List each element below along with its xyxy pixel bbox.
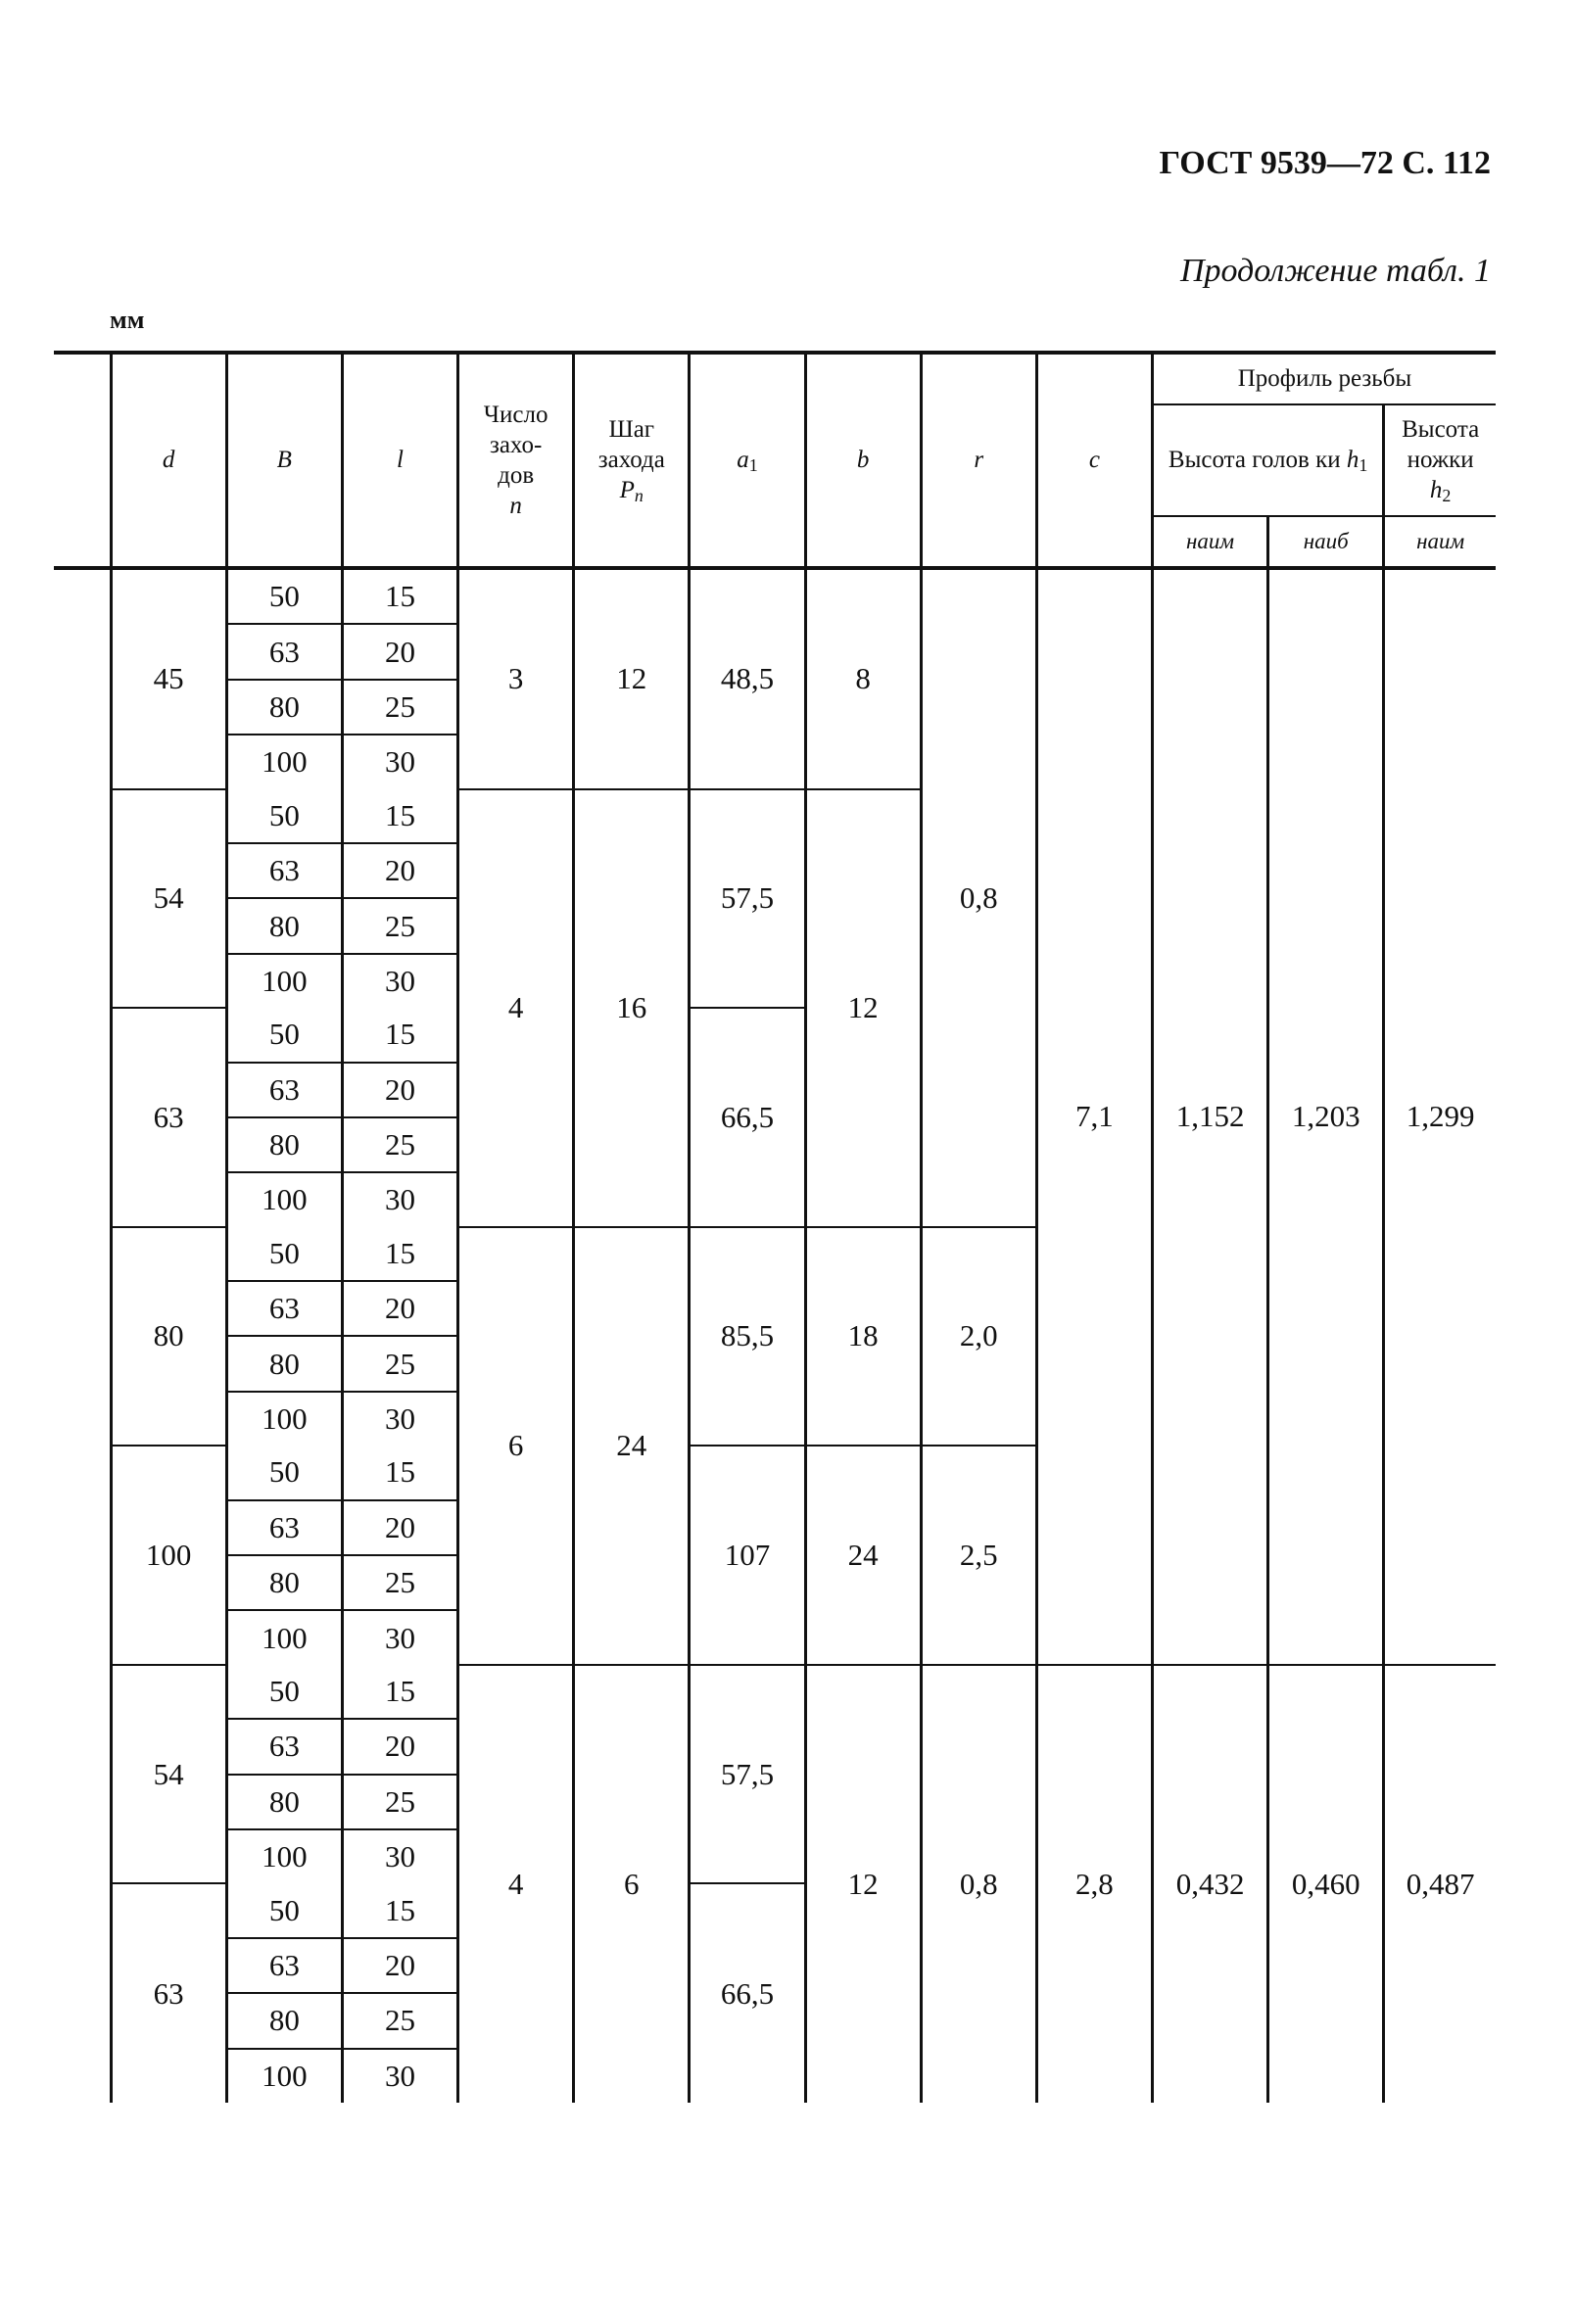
thread-parameters-table bbox=[54, 351, 1496, 2103]
b-width-cell: 100 bbox=[226, 1829, 342, 1883]
b-width-cell: 100 bbox=[226, 735, 342, 788]
header-addendum bbox=[1152, 404, 1383, 516]
header-lead bbox=[574, 353, 690, 568]
header-starts-count bbox=[458, 353, 574, 568]
addendum-min-cell: 1,152 bbox=[1152, 568, 1267, 1665]
l-length-cell: 20 bbox=[342, 1281, 457, 1336]
b-width-cell: 80 bbox=[226, 898, 342, 953]
l-length-cell: 20 bbox=[342, 843, 457, 898]
a1-cell: 107 bbox=[690, 1446, 805, 1665]
b-width-cell: 80 bbox=[226, 680, 342, 735]
l-length-cell: 25 bbox=[342, 898, 457, 953]
l-length-cell: 15 bbox=[342, 1665, 457, 1719]
a1-cell: 57,5 bbox=[690, 1665, 805, 1884]
a1-cell: 57,5 bbox=[690, 789, 805, 1009]
b-cell: 12 bbox=[805, 1665, 921, 2103]
l-length-cell: 20 bbox=[342, 1719, 457, 1774]
b-cell: 8 bbox=[805, 568, 921, 789]
b-width-cell: 50 bbox=[226, 1883, 342, 1937]
starts-cell: 3 bbox=[458, 568, 574, 789]
dedendum-min-cell: 1,299 bbox=[1384, 568, 1496, 1665]
header-d: d bbox=[111, 353, 226, 568]
header-starts-label: Число захо- дов bbox=[483, 401, 549, 489]
a1-cell: 48,5 bbox=[690, 568, 805, 789]
table-row bbox=[54, 1665, 1496, 1719]
lead-cell: 6 bbox=[574, 1665, 690, 2103]
l-length-cell: 25 bbox=[342, 1993, 457, 2048]
header-thread-profile: Профиль резьбы bbox=[1152, 353, 1496, 404]
table-continuation-label: Продолжение табл. 1 bbox=[1179, 253, 1491, 289]
l-length-cell: 15 bbox=[342, 568, 457, 624]
d-cell: 80 bbox=[111, 1227, 226, 1447]
d-cell: 63 bbox=[111, 1883, 226, 2103]
b-width-cell: 50 bbox=[226, 1227, 342, 1281]
starts-cell: 4 bbox=[458, 1665, 574, 2103]
lead-cell: 16 bbox=[574, 789, 690, 1227]
d-cell: 63 bbox=[111, 1008, 226, 1227]
addendum-min-cell: 0,432 bbox=[1152, 1665, 1267, 2103]
starts-cell: 4 bbox=[458, 789, 574, 1227]
b-cell: 18 bbox=[805, 1227, 921, 1447]
header-dedendum-symbol: h bbox=[1429, 477, 1443, 503]
l-length-cell: 15 bbox=[342, 1883, 457, 1937]
l-length-cell: 30 bbox=[342, 1172, 457, 1226]
table-body bbox=[54, 568, 1496, 2103]
b-width-cell: 63 bbox=[226, 1938, 342, 1993]
d-cell: 45 bbox=[111, 568, 226, 789]
b-width-cell: 100 bbox=[226, 1610, 342, 1664]
unit-label: мм bbox=[110, 306, 145, 334]
header-lead-symbol: P bbox=[619, 477, 635, 503]
header-a1 bbox=[690, 353, 805, 568]
header-a1-symbol: a bbox=[737, 446, 749, 473]
r-cell: 2,5 bbox=[921, 1446, 1036, 1665]
b-width-cell: 63 bbox=[226, 1719, 342, 1774]
starts-cell: 6 bbox=[458, 1227, 574, 1665]
l-length-cell: 15 bbox=[342, 1446, 457, 1499]
b-width-cell: 63 bbox=[226, 1500, 342, 1555]
b-cell: 24 bbox=[805, 1446, 921, 1665]
b-width-cell: 80 bbox=[226, 1555, 342, 1610]
b-width-cell: 50 bbox=[226, 1446, 342, 1499]
b-width-cell: 100 bbox=[226, 1172, 342, 1226]
b-width-cell: 50 bbox=[226, 1665, 342, 1719]
l-length-cell: 30 bbox=[342, 1610, 457, 1664]
header-lead-subscript: n bbox=[634, 486, 644, 505]
d-cell: 100 bbox=[111, 1446, 226, 1665]
l-length-cell: 30 bbox=[342, 954, 457, 1008]
l-length-cell: 20 bbox=[342, 1938, 457, 1993]
c-cell: 7,1 bbox=[1036, 568, 1152, 1665]
header-addendum-symbol: h bbox=[1346, 446, 1359, 473]
d-cell: 54 bbox=[111, 1665, 226, 1884]
lead-cell: 24 bbox=[574, 1227, 690, 1665]
b-width-cell: 100 bbox=[226, 2049, 342, 2103]
left-margin-cell bbox=[54, 568, 111, 2103]
l-length-cell: 15 bbox=[342, 789, 457, 843]
b-width-cell: 80 bbox=[226, 1117, 342, 1172]
l-length-cell: 15 bbox=[342, 1008, 457, 1062]
l-length-cell: 20 bbox=[342, 1500, 457, 1555]
dedendum-min-cell: 0,487 bbox=[1384, 1665, 1496, 2103]
b-width-cell: 50 bbox=[226, 1008, 342, 1062]
b-width-cell: 50 bbox=[226, 789, 342, 843]
b-width-cell: 63 bbox=[226, 1281, 342, 1336]
header-addendum-min: наим bbox=[1152, 516, 1267, 568]
c-cell: 2,8 bbox=[1036, 1665, 1152, 2103]
header-dedendum-subscript: 2 bbox=[1442, 486, 1452, 505]
l-length-cell: 25 bbox=[342, 1117, 457, 1172]
a1-cell: 66,5 bbox=[690, 1883, 805, 2103]
a1-cell: 85,5 bbox=[690, 1227, 805, 1447]
l-length-cell: 30 bbox=[342, 2049, 457, 2103]
b-width-cell: 63 bbox=[226, 843, 342, 898]
l-length-cell: 25 bbox=[342, 680, 457, 735]
table-row bbox=[54, 568, 1496, 624]
header-dedendum bbox=[1384, 404, 1496, 516]
header-dedendum-min: наим bbox=[1384, 516, 1496, 568]
r-cell: 0,8 bbox=[921, 1665, 1036, 2103]
header-lead-label: Шаг захода bbox=[597, 415, 665, 473]
header-l-length: l bbox=[342, 353, 457, 568]
l-length-cell: 30 bbox=[342, 735, 457, 788]
l-length-cell: 15 bbox=[342, 1227, 457, 1281]
l-length-cell: 30 bbox=[342, 1829, 457, 1883]
header-a1-subscript: 1 bbox=[748, 454, 758, 475]
b-width-cell: 80 bbox=[226, 1336, 342, 1391]
lead-cell: 12 bbox=[574, 568, 690, 789]
l-length-cell: 25 bbox=[342, 1775, 457, 1829]
b-width-cell: 63 bbox=[226, 1063, 342, 1117]
l-length-cell: 25 bbox=[342, 1555, 457, 1610]
b-width-cell: 100 bbox=[226, 954, 342, 1008]
document-reference: ГОСТ 9539—72 С. 112 bbox=[1159, 145, 1491, 181]
addendum-max-cell: 0,460 bbox=[1268, 1665, 1384, 2103]
header-dedendum-label: Высота ножки bbox=[1402, 415, 1480, 473]
b-width-cell: 80 bbox=[226, 1993, 342, 2048]
header-b: b bbox=[805, 353, 921, 568]
header-starts-symbol: n bbox=[509, 493, 522, 520]
b-cell: 12 bbox=[805, 789, 921, 1227]
addendum-max-cell: 1,203 bbox=[1268, 568, 1384, 1665]
a1-cell: 66,5 bbox=[690, 1008, 805, 1227]
r-cell: 0,8 bbox=[921, 568, 1036, 1227]
left-margin-cell bbox=[54, 353, 111, 568]
b-width-cell: 63 bbox=[226, 624, 342, 679]
l-length-cell: 20 bbox=[342, 1063, 457, 1117]
d-cell: 54 bbox=[111, 789, 226, 1009]
header-c: c bbox=[1036, 353, 1152, 568]
l-length-cell: 30 bbox=[342, 1392, 457, 1446]
header-addendum-label: Высота голов ки bbox=[1168, 446, 1341, 473]
b-width-cell: 80 bbox=[226, 1775, 342, 1829]
l-length-cell: 20 bbox=[342, 624, 457, 679]
header-addendum-subscript: 1 bbox=[1359, 454, 1368, 475]
l-length-cell: 25 bbox=[342, 1336, 457, 1391]
b-width-cell: 50 bbox=[226, 568, 342, 624]
header-addendum-max: наиб bbox=[1268, 516, 1384, 568]
b-width-cell: 100 bbox=[226, 1392, 342, 1446]
header-r: r bbox=[921, 353, 1036, 568]
r-cell: 2,0 bbox=[921, 1227, 1036, 1447]
header-b-width: B bbox=[226, 353, 342, 568]
